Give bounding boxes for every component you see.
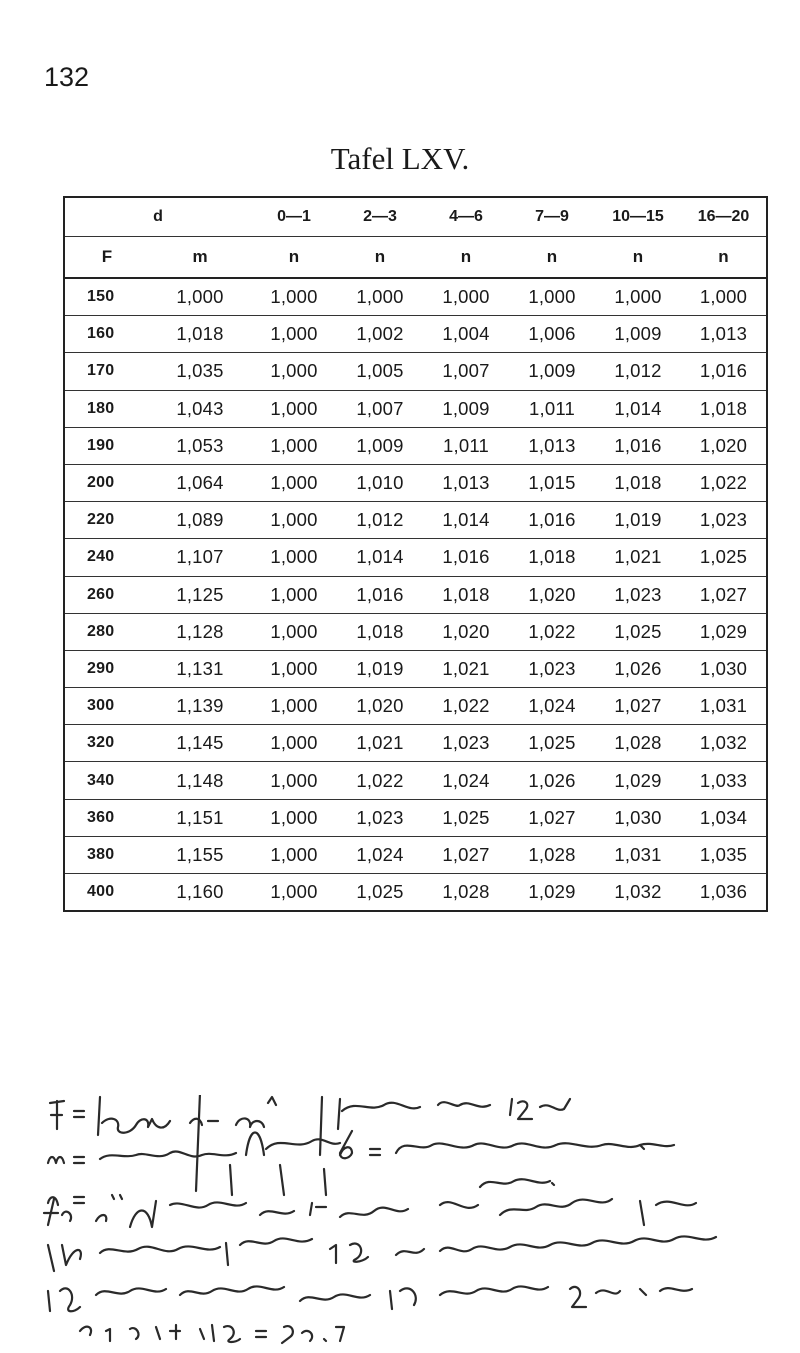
cell-n: 1,000 — [251, 613, 337, 650]
table-row — [64, 836, 767, 873]
cell-n: 1,014 — [595, 390, 681, 427]
cell-n: 1,023 — [595, 576, 681, 613]
cell-f: 400 — [64, 874, 149, 912]
header-range: 2—3 — [337, 197, 423, 237]
cell-f: 220 — [64, 502, 149, 539]
cell-n: 1,020 — [337, 688, 423, 725]
cell-n: 1,000 — [251, 316, 337, 353]
table-row — [64, 725, 767, 762]
header-n: n — [423, 237, 509, 279]
cell-m: 1,151 — [149, 799, 251, 836]
header-range: 4—6 — [423, 197, 509, 237]
cell-n: 1,030 — [681, 650, 767, 687]
cell-f: 280 — [64, 613, 149, 650]
table-row — [64, 762, 767, 799]
cell-f: 380 — [64, 836, 149, 873]
table-row — [64, 613, 767, 650]
cell-n: 1,014 — [337, 539, 423, 576]
cell-n: 1,000 — [251, 762, 337, 799]
cell-n: 1,026 — [509, 762, 595, 799]
cell-n: 1,000 — [251, 353, 337, 390]
cell-n: 1,018 — [595, 464, 681, 501]
cell-n: 1,028 — [595, 725, 681, 762]
cell-n: 1,000 — [509, 278, 595, 316]
cell-n: 1,023 — [509, 650, 595, 687]
cell-n: 1,009 — [337, 427, 423, 464]
cell-n: 1,016 — [423, 539, 509, 576]
cell-n: 1,009 — [509, 353, 595, 390]
cell-n: 1,009 — [423, 390, 509, 427]
table-body — [64, 278, 767, 911]
cell-f: 160 — [64, 316, 149, 353]
cell-f: 340 — [64, 762, 149, 799]
cell-n: 1,036 — [681, 874, 767, 912]
cell-n: 1,032 — [681, 725, 767, 762]
cell-n: 1,019 — [337, 650, 423, 687]
header-range: 7—9 — [509, 197, 595, 237]
cell-n: 1,000 — [423, 278, 509, 316]
cell-n: 1,014 — [423, 502, 509, 539]
cell-f: 240 — [64, 539, 149, 576]
cell-n: 1,029 — [509, 874, 595, 912]
cell-n: 1,031 — [681, 688, 767, 725]
cell-m: 1,035 — [149, 353, 251, 390]
cell-n: 1,022 — [509, 613, 595, 650]
cell-n: 1,000 — [251, 688, 337, 725]
cell-n: 1,027 — [681, 576, 767, 613]
correction-table — [63, 196, 767, 912]
header-n: n — [509, 237, 595, 279]
table-row — [64, 502, 767, 539]
cell-n: 1,025 — [595, 613, 681, 650]
cell-f: 150 — [64, 278, 149, 316]
table-row — [64, 539, 767, 576]
cell-m: 1,131 — [149, 650, 251, 687]
cell-n: 1,016 — [337, 576, 423, 613]
header-range: 0—1 — [251, 197, 337, 237]
cell-f: 190 — [64, 427, 149, 464]
cell-n: 1,022 — [423, 688, 509, 725]
cell-n: 1,000 — [251, 576, 337, 613]
header-row-units — [64, 237, 767, 279]
cell-n: 1,034 — [681, 799, 767, 836]
cell-n: 1,027 — [509, 799, 595, 836]
table-row — [64, 799, 767, 836]
cell-m: 1,155 — [149, 836, 251, 873]
cell-n: 1,000 — [251, 725, 337, 762]
cell-n: 1,026 — [595, 650, 681, 687]
cell-n: 1,029 — [595, 762, 681, 799]
cell-f: 200 — [64, 464, 149, 501]
table-row — [64, 427, 767, 464]
cell-n: 1,029 — [681, 613, 767, 650]
table-row — [64, 650, 767, 687]
table-row — [64, 278, 767, 316]
cell-f: 360 — [64, 799, 149, 836]
cell-n: 1,024 — [423, 762, 509, 799]
cell-f: 320 — [64, 725, 149, 762]
cell-n: 1,024 — [509, 688, 595, 725]
cell-n: 1,023 — [423, 725, 509, 762]
cell-n: 1,020 — [509, 576, 595, 613]
cell-n: 1,007 — [337, 390, 423, 427]
cell-n: 1,021 — [423, 650, 509, 687]
cell-n: 1,000 — [251, 874, 337, 912]
cell-n: 1,000 — [251, 836, 337, 873]
table-row — [64, 688, 767, 725]
cell-n: 1,011 — [509, 390, 595, 427]
table-row — [64, 390, 767, 427]
cell-n: 1,027 — [423, 836, 509, 873]
cell-n: 1,031 — [595, 836, 681, 873]
cell-n: 1,010 — [337, 464, 423, 501]
cell-n: 1,025 — [681, 539, 767, 576]
header-d: d — [64, 197, 251, 237]
cell-n: 1,018 — [509, 539, 595, 576]
header-n: n — [595, 237, 681, 279]
cell-m: 1,064 — [149, 464, 251, 501]
handwritten-notes — [40, 1095, 790, 1345]
cell-n: 1,018 — [423, 576, 509, 613]
cell-n: 1,016 — [509, 502, 595, 539]
cell-f: 260 — [64, 576, 149, 613]
cell-f: 300 — [64, 688, 149, 725]
cell-n: 1,016 — [595, 427, 681, 464]
cell-n: 1,013 — [423, 464, 509, 501]
cell-n: 1,024 — [337, 836, 423, 873]
table-title: Tafel LXV. — [330, 141, 470, 176]
cell-n: 1,011 — [423, 427, 509, 464]
header-n: n — [681, 237, 767, 279]
cell-m: 1,107 — [149, 539, 251, 576]
cell-m: 1,160 — [149, 874, 251, 912]
cell-n: 1,032 — [595, 874, 681, 912]
cell-n: 1,020 — [423, 613, 509, 650]
cell-n: 1,000 — [251, 502, 337, 539]
cell-n: 1,007 — [423, 353, 509, 390]
cell-n: 1,020 — [681, 427, 767, 464]
cell-n: 1,027 — [595, 688, 681, 725]
header-n: n — [337, 237, 423, 279]
cell-m: 1,000 — [149, 278, 251, 316]
table-row — [64, 874, 767, 912]
cell-n: 1,030 — [595, 799, 681, 836]
cell-m: 1,125 — [149, 576, 251, 613]
cell-n: 1,025 — [337, 874, 423, 912]
table-row — [64, 464, 767, 501]
cell-n: 1,013 — [509, 427, 595, 464]
cell-n: 1,000 — [251, 278, 337, 316]
cell-n: 1,028 — [423, 874, 509, 912]
table-row — [64, 576, 767, 613]
cell-n: 1,021 — [595, 539, 681, 576]
cell-n: 1,000 — [595, 278, 681, 316]
cell-n: 1,025 — [423, 799, 509, 836]
cell-n: 1,002 — [337, 316, 423, 353]
cell-m: 1,018 — [149, 316, 251, 353]
cell-n: 1,019 — [595, 502, 681, 539]
header-n: n — [251, 237, 337, 279]
cell-n: 1,028 — [509, 836, 595, 873]
header-row-distance — [64, 197, 767, 237]
cell-n: 1,012 — [595, 353, 681, 390]
cell-m: 1,139 — [149, 688, 251, 725]
cell-n: 1,000 — [251, 799, 337, 836]
header-f: F — [64, 237, 149, 279]
cell-m: 1,148 — [149, 762, 251, 799]
cell-n: 1,033 — [681, 762, 767, 799]
cell-n: 1,009 — [595, 316, 681, 353]
cell-m: 1,145 — [149, 725, 251, 762]
cell-n: 1,000 — [251, 539, 337, 576]
cell-n: 1,035 — [681, 836, 767, 873]
cell-n: 1,000 — [681, 278, 767, 316]
cell-n: 1,025 — [509, 725, 595, 762]
header-m: m — [149, 237, 251, 279]
cell-f: 170 — [64, 353, 149, 390]
cell-n: 1,016 — [681, 353, 767, 390]
header-range: 16—20 — [681, 197, 767, 237]
cell-n: 1,023 — [337, 799, 423, 836]
cell-n: 1,018 — [681, 390, 767, 427]
cell-m: 1,128 — [149, 613, 251, 650]
cell-n: 1,022 — [681, 464, 767, 501]
cell-m: 1,053 — [149, 427, 251, 464]
cell-n: 1,000 — [251, 650, 337, 687]
cell-n: 1,000 — [251, 390, 337, 427]
cell-n: 1,015 — [509, 464, 595, 501]
cell-n: 1,006 — [509, 316, 595, 353]
cell-n: 1,018 — [337, 613, 423, 650]
header-range: 10—15 — [595, 197, 681, 237]
cell-m: 1,089 — [149, 502, 251, 539]
cell-n: 1,021 — [337, 725, 423, 762]
cell-n: 1,023 — [681, 502, 767, 539]
cell-m: 1,043 — [149, 390, 251, 427]
cell-n: 1,013 — [681, 316, 767, 353]
cell-n: 1,000 — [251, 427, 337, 464]
cell-f: 180 — [64, 390, 149, 427]
cell-n: 1,012 — [337, 502, 423, 539]
cell-n: 1,004 — [423, 316, 509, 353]
table-row — [64, 353, 767, 390]
cell-n: 1,022 — [337, 762, 423, 799]
cell-n: 1,000 — [337, 278, 423, 316]
cell-n: 1,005 — [337, 353, 423, 390]
page-number: 132 — [44, 62, 90, 92]
cell-n: 1,000 — [251, 464, 337, 501]
cell-f: 290 — [64, 650, 149, 687]
table-row — [64, 316, 767, 353]
